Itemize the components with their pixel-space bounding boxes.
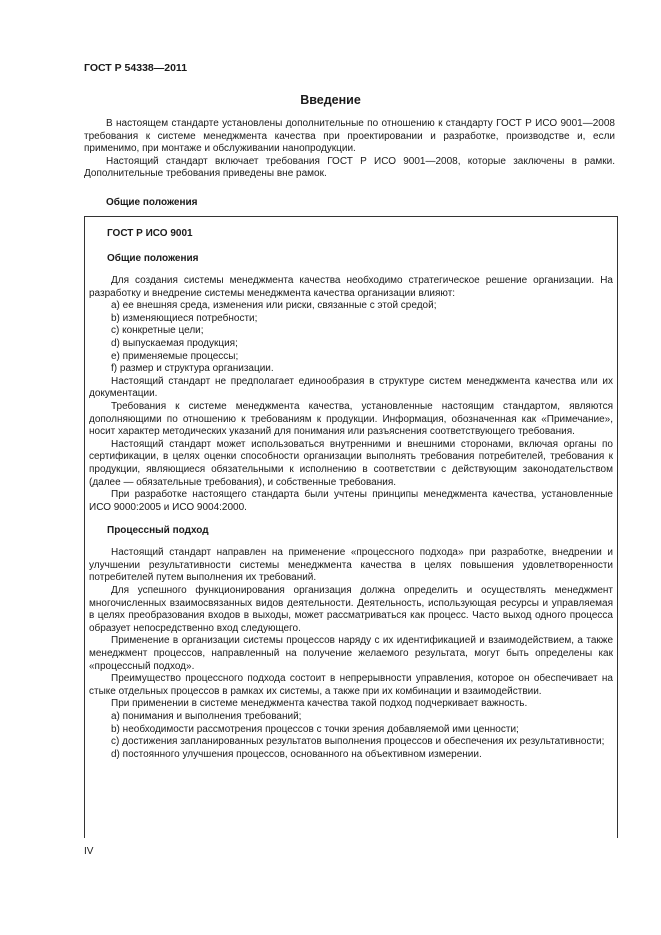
list-item: a) ее внешняя среда, изменения или риски, связанные с этой средой; [111, 300, 437, 312]
paragraph: Настоящий стандарт направлен на применение «процессного подхода» при разработке, внедрении и улучшении результативности системы менеджмента качества в целях повышения удовлетворенности потребителей путем выполнения их требований. [89, 547, 613, 584]
section-heading: Общие положения [107, 253, 199, 264]
paragraph: При применении в системе менеджмента качества такой подход подчеркивает важность. [111, 698, 528, 710]
paragraph: Для успешного функционирования организация должна определить и осуществлять менеджмент многочисленных взаимосвязанных видов деятельности. Деятельность, использующая ресурсы и управляемая в целях преобразования входов в выходы, может рассматриваться как процесс. Часто выход одного процесса образует непосредственно вход следующего. [89, 585, 613, 634]
intro-paragraph: Настоящий стандарт включает требования ГОСТ Р ИСО 9001—2008, которые заключены в рамки. Дополнительные требования приведены вне рамок. [84, 155, 615, 180]
section-heading: Процессный подход [107, 525, 209, 537]
paragraph: Преимущество процессного подхода состоит в непрерывности управления, которое он обеспечивает на стыке отдельных процессов в рамках их системы, а также при их комбинации и взаимодействии. [89, 673, 613, 697]
paragraph: Настоящий стандарт не предполагает единообразия в структуре систем менеджмента качества или их документации. [89, 375, 613, 400]
list-item: e) применяемые процессы; [111, 350, 239, 362]
paragraph: Настоящий стандарт может использоваться внутренними и внешними сторонами, включая органы по сертификации, в целях оценки способности организации выполнять требования потребителей, требования к продукции, являющиеся обязательными к исполнению в соответствии с действующим законодательством (далее — обязательные требования), и собственные требования. [89, 438, 613, 488]
list-item: a) понимания и выполнения требований; [111, 711, 302, 722]
list-item: c) конкретные цели; [111, 325, 204, 337]
intro-section [84, 118, 615, 181]
list-item: f) размер и структура организации. [111, 363, 274, 375]
paragraph: Для создания системы менеджмента качества необходимо стратегическое решение организации. На разработку и внедрение системы менеджмента качества организации влияют: [89, 275, 613, 299]
list-item: d) выпускаемая продукция; [111, 337, 238, 349]
paragraph: Требования к системе менеджмента качества, установленные настоящим стандартом, являются дополняющими по отношению к требованиям к продукции. Информация, обозначенная как «Примечание», носит характер методических указаний для понимания или разъяснения соответствующего требования. [89, 400, 613, 438]
framed-requirements-box [84, 216, 618, 838]
intro-paragraph: В настоящем стандарте установлены дополнительные по отношению к стандарту ГОСТ Р ИСО 9001—2008 требования к системе менеджмента качества при проектировании и разработке, производстве и, если применимо, при монтаже и обслуживании нанопродукции. [84, 118, 615, 155]
list-item: b) изменяющиеся потребности; [111, 312, 258, 324]
page-number: IV [84, 846, 94, 857]
paragraph: При разработке настоящего стандарта были учтены принципы менеджмента качества, установленные ИСО 9000:2005 и ИСО 9004:2000. [89, 489, 613, 513]
outside-heading: Общие положения [106, 197, 198, 208]
standard-id: ГОСТ Р 54338—2011 [84, 62, 188, 74]
list-item: d) постоянного улучшения процессов, основанного на объективном измерении. [111, 748, 482, 760]
page-title: Введение [300, 93, 361, 107]
list-item: c) достижения запланированных результатов выполнения процессов и обеспечения их результативности; [111, 736, 605, 748]
list-item: b) необходимости рассмотрения процессов с точки зрения добавляемой ими ценности; [111, 723, 519, 735]
paragraph: Применение в организации системы процессов наряду с их идентификацией и взаимодействием, а также менеджмент процессов, направленный на получение желаемого результата, могут быть определены как «процессный подход». [89, 635, 613, 672]
box-label: ГОСТ Р ИСО 9001 [107, 228, 193, 239]
